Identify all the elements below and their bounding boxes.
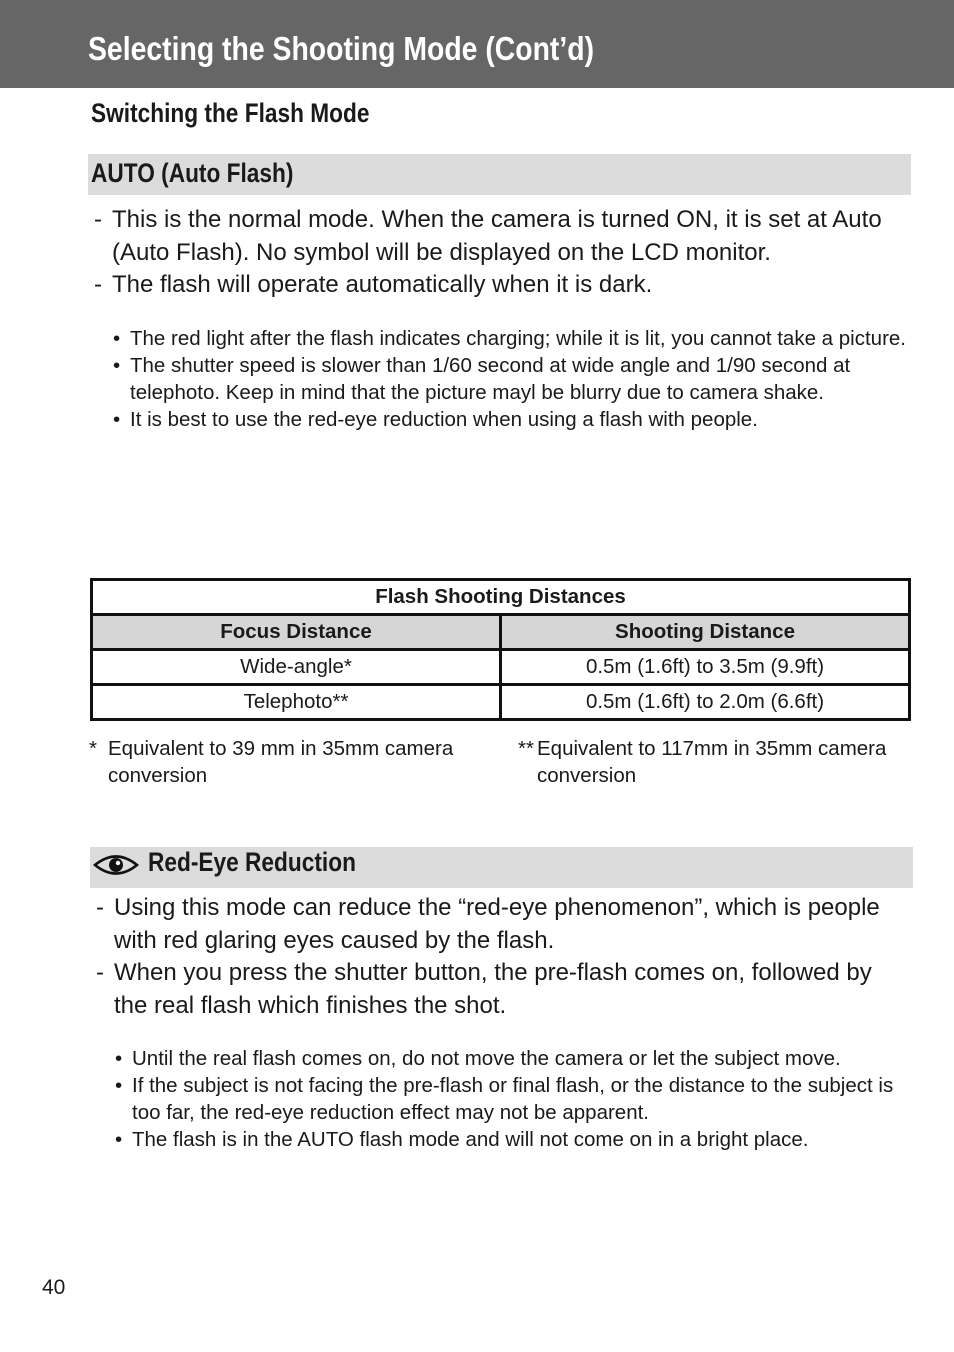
- list-item-text: This is the normal mode. When the camera is turned ON, it is set at Auto (Auto Flash). No symbol will be displayed on the LCD monitor.: [112, 206, 882, 266]
- list-item: [115, 1126, 905, 1153]
- table-row: [92, 685, 910, 720]
- bullet-mark: •: [113, 408, 121, 431]
- dash-mark: -: [96, 959, 104, 986]
- page-number: 40: [42, 1276, 66, 1299]
- bullet-mark: •: [115, 1128, 123, 1151]
- list-item-text: When you press the shutter button, the pre-flash comes on, followed by the real flash which finishes the shot.: [114, 959, 872, 1019]
- redeye-bullet-list: [115, 1045, 905, 1153]
- list-item: [115, 1072, 905, 1126]
- subheading: Switching the Flash Mode: [91, 98, 370, 128]
- footnote-mark: *: [89, 737, 97, 760]
- table-cell: 0.5m (1.6ft) to 2.0m (6.6ft): [501, 685, 910, 720]
- dash-mark: -: [94, 271, 102, 298]
- list-item: [113, 406, 911, 433]
- bullet-mark: •: [113, 354, 121, 377]
- footnote-text: Equivalent to 39 mm in 35mm camera conversion: [108, 737, 454, 787]
- list-item-text: It is best to use the red-eye reduction when using a flash with people.: [130, 408, 758, 431]
- bullet-mark: •: [115, 1074, 123, 1097]
- list-item-text: Until the real flash comes on, do not move the camera or let the subject move.: [132, 1047, 841, 1070]
- list-item-text: Using this mode can reduce the “red-eye phenomenon”, which is people with red glaring eyes caused by the flash.: [114, 894, 880, 954]
- bullet-mark: •: [115, 1047, 123, 1070]
- list-item: [113, 325, 911, 352]
- auto-bullet-list: [113, 325, 911, 433]
- list-item: [94, 204, 894, 269]
- list-item: [96, 892, 908, 957]
- redeye-dash-list: [96, 892, 908, 1022]
- flash-distance-table: [90, 578, 911, 721]
- table-caption-row: [92, 580, 910, 615]
- column-header: Focus Distance: [92, 615, 501, 650]
- eye-icon: [93, 852, 139, 878]
- list-item: [115, 1045, 905, 1072]
- column-header: Shooting Distance: [501, 615, 910, 650]
- list-item-text: If the subject is not facing the pre-flash or final flash, or the distance to the subject is too far, the red-eye reduction effect may not be apparent.: [132, 1074, 894, 1124]
- list-item-text: The red light after the flash indicates charging; while it is lit, you cannot take a picture.: [130, 327, 906, 350]
- list-item: [113, 352, 911, 406]
- table-row: [92, 650, 910, 685]
- list-item: [94, 269, 894, 302]
- table-cell: 0.5m (1.6ft) to 3.5m (9.9ft): [501, 650, 910, 685]
- redeye-section-title: Red-Eye Reduction: [148, 847, 356, 877]
- bullet-mark: •: [113, 327, 121, 350]
- page-title: Selecting the Shooting Mode (Cont’d): [88, 30, 595, 67]
- table-header-row: [92, 615, 910, 650]
- auto-section-title: AUTO (Auto Flash): [91, 158, 294, 188]
- footnote: [518, 735, 908, 789]
- list-item-text: The flash is in the AUTO flash mode and will not come on in a bright place.: [132, 1128, 809, 1151]
- list-item-text: The flash will operate automatically when it is dark.: [112, 271, 653, 298]
- footnote-text: Equivalent to 117mm in 35mm camera conversion: [537, 737, 887, 787]
- footnote: [89, 735, 467, 789]
- dash-mark: -: [94, 206, 102, 233]
- footnote-mark: **: [518, 737, 534, 760]
- auto-dash-list: [94, 204, 894, 302]
- list-item: [96, 957, 908, 1022]
- list-item-text: The shutter speed is slower than 1/60 second at wide angle and 1/90 second at telephoto. Keep in mind that the picture mayl be blurry due to camera shake.: [130, 354, 851, 404]
- dash-mark: -: [96, 894, 104, 921]
- table-caption: Flash Shooting Distances: [92, 580, 910, 615]
- table-cell: Telephoto**: [92, 685, 501, 720]
- table-cell: Wide-angle*: [92, 650, 501, 685]
